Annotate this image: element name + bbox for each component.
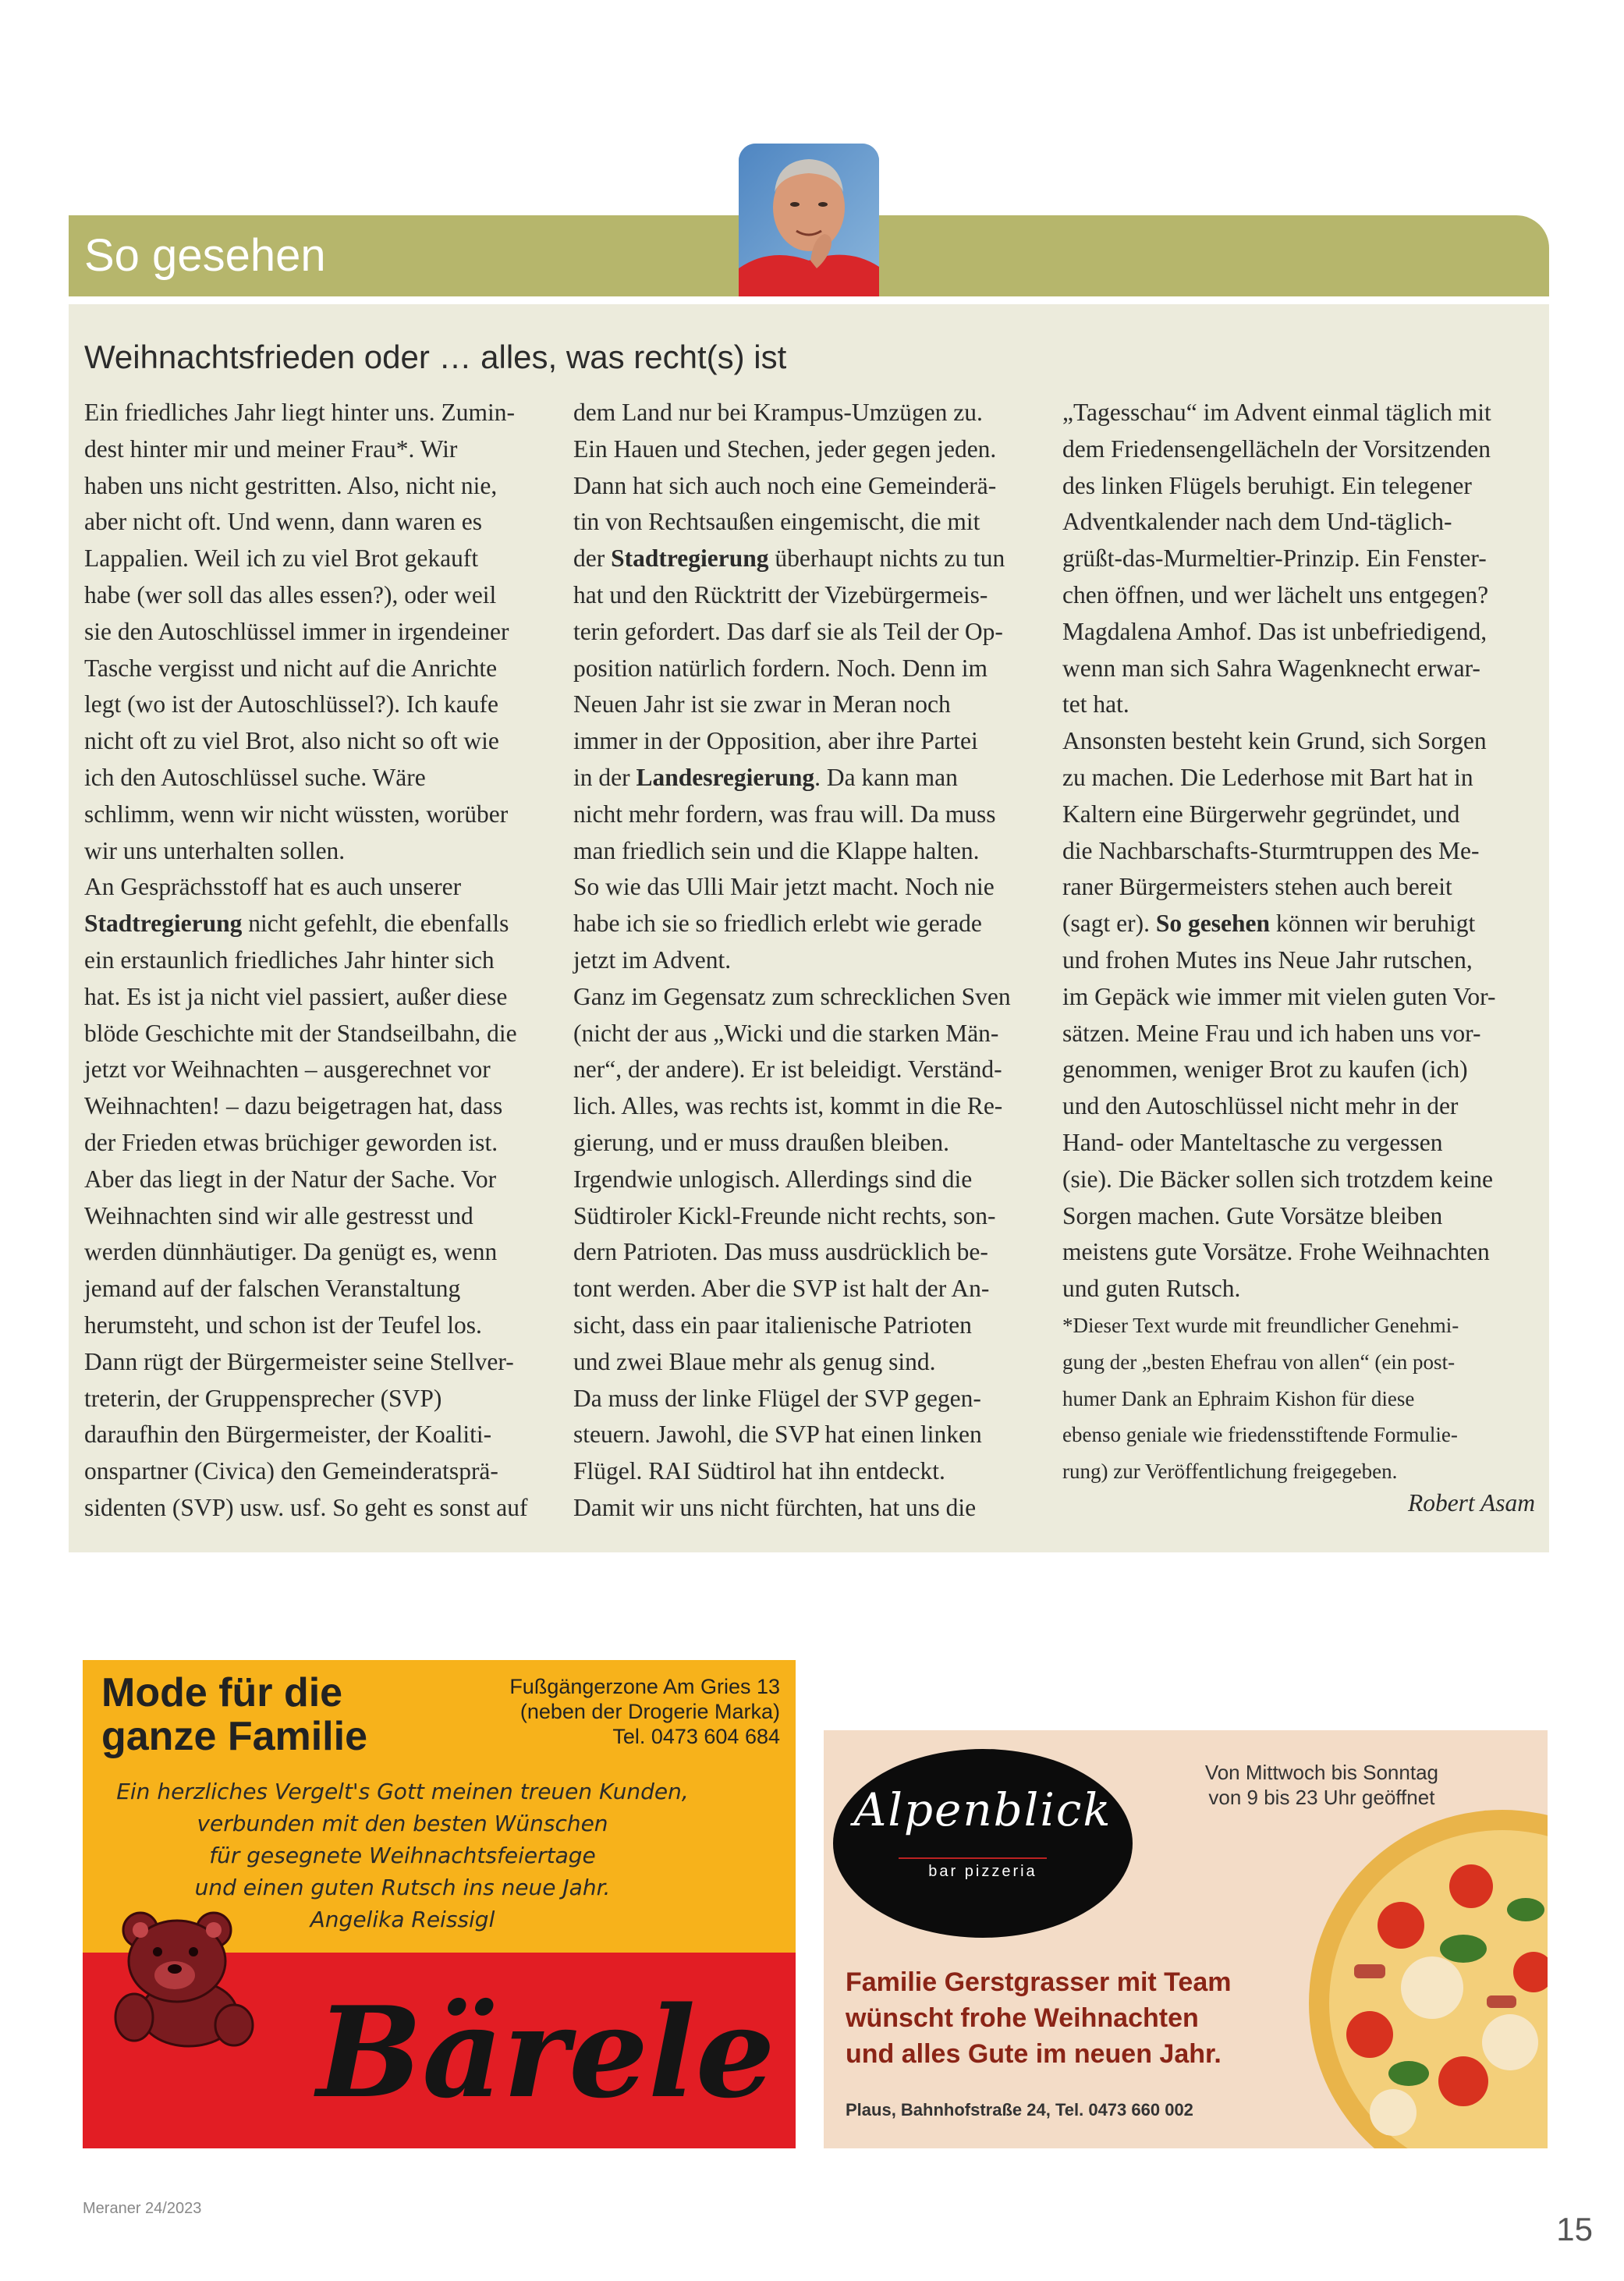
article-line: An Gesprächsstoff hat es auch unserer: [84, 873, 462, 901]
ad-title-line-1: Mode für die: [101, 1670, 343, 1715]
article-line: Tasche vergisst und nicht auf die Anrichte: [84, 654, 498, 682]
pizza-icon: [1307, 1800, 1548, 2148]
article-line: Weihnachten sind wir alle gestresst und: [84, 1201, 473, 1229]
article-line: Ein Hauen und Stechen, jeder gegen jeden.: [573, 435, 997, 463]
ad-logo-name: Alpenblick: [853, 1783, 1112, 1836]
article-line: Südtiroler Kickl-Freunde nicht rechts, son-: [573, 1201, 996, 1229]
ad-brand: Bärele: [317, 1979, 775, 2126]
article-line: ner“, der andere). Er ist beleidigt. Verständ-: [573, 1055, 1002, 1084]
article-line: nicht oft zu viel Brot, also nicht so oft wie: [84, 727, 499, 755]
issue-label: Meraner 24/2023: [83, 2200, 202, 2217]
article-line: tet hat.: [1062, 690, 1129, 718]
ad-greeting-line: für gesegnete Weihnachtsfeiertage: [209, 1843, 596, 1868]
ad-title: [101, 1671, 367, 1758]
article-line: habe ich sie so friedlich erlebt wie gerade: [573, 910, 982, 938]
article-line: Magdalena Amhof. Das ist unbefriedigend,: [1062, 617, 1487, 645]
ad-message-line: Familie Gerstgrasser mit Team: [846, 1967, 1232, 1997]
article-line: jetzt im Advent.: [573, 945, 732, 974]
article-line: gung der „besten Ehefrau von allen“ (ein post-: [1062, 1350, 1456, 1374]
article-line: ein erstaunlich friedliches Jahr hinter sich: [84, 945, 495, 974]
article-line: hat und den Rücktritt der Vizebürgermeis-: [573, 580, 988, 608]
ad-logo-sub: bar pizzeria: [928, 1863, 1037, 1880]
article-line: Flügel. RAI Südtirol hat ihn entdeckt.: [573, 1457, 945, 1485]
article-column-3: [1062, 395, 1546, 1490]
article-line: und den Autoschlüssel nicht mehr in der: [1062, 1092, 1459, 1120]
article-line: im Gepäck wie immer mit vielen guten Vor-: [1062, 982, 1496, 1010]
ad-address: [509, 1674, 780, 1749]
ad-baerele: [83, 1660, 796, 2148]
article-line: Neuen Jahr ist sie zwar in Meran noch: [573, 690, 951, 718]
ad-greeting-line: verbunden mit den besten Wünschen: [197, 1811, 608, 1836]
article-line: daraufhin den Bürgermeister, der Koaliti-: [84, 1421, 492, 1449]
article-line: habe (wer soll das alles essen?), oder weil: [84, 580, 497, 608]
page-number: 15: [1556, 2211, 1593, 2247]
article-line: Hand- oder Manteltasche zu vergessen: [1062, 1128, 1443, 1156]
article-line: ebenso geniale wie friedensstiftende Formulie-: [1062, 1423, 1458, 1447]
article-line: in der Landesregierung. Da kann man: [573, 763, 958, 791]
article-author: Robert Asam: [1407, 1489, 1535, 1517]
article-line: position natürlich fordern. Noch. Denn im: [573, 654, 988, 682]
article-line: des linken Flügels beruhigt. Ein telegener: [1062, 471, 1472, 499]
article-line: Sorgen machen. Gute Vorsätze bleiben: [1062, 1201, 1443, 1229]
article-line: und frohen Mutes ins Neue Jahr rutschen,: [1062, 945, 1473, 974]
article-line: *Dieser Text wurde mit freundlicher Genehmi-: [1062, 1313, 1459, 1337]
article-line: Dann hat sich auch noch eine Gemeinderä-: [573, 471, 997, 499]
article-line: meistens gute Vorsätze. Frohe Weihnachten: [1062, 1238, 1490, 1266]
article-line: steuern. Jawohl, die SVP hat einen linken: [573, 1421, 982, 1449]
ad-hours-line: Von Mittwoch bis Sonntag: [1204, 1761, 1438, 1784]
ad-opening-hours: [1205, 1760, 1438, 1810]
article-line: dern Patrioten. Das muss ausdrücklich be-: [573, 1238, 988, 1266]
article-line: herumsteht, und schon ist der Teufel los.: [84, 1311, 482, 1339]
article-line: grüßt-das-Murmeltier-Prinzip. Ein Fenster-: [1062, 545, 1487, 573]
article-line: zu machen. Die Lederhose mit Bart hat in: [1062, 763, 1473, 791]
article-line: tin von Rechtsaußen eingemischt, die mit: [573, 508, 980, 536]
article-line: Weihnachten! – dazu beigetragen hat, dass: [84, 1092, 503, 1120]
article-line: und zwei Blaue mehr als genug sind.: [573, 1347, 936, 1375]
article-line: Ein friedliches Jahr liegt hinter uns. Zumin-: [84, 399, 515, 426]
article-line: ich den Autoschlüssel suche. Wäre: [84, 763, 426, 791]
article-line: gierung, und er muss draußen bleiben.: [573, 1128, 950, 1156]
ad-greeting-line: Ein herzliches Vergelt's Gott meinen treuen Kunden,: [116, 1779, 689, 1804]
article-line: legt (wo ist der Autoschlüssel?). Ich kaufe: [84, 690, 498, 718]
ad-greeting-signature: Angelika Reissigl: [310, 1907, 495, 1932]
ad-hours-line: von 9 bis 23 Uhr geöffnet: [1208, 1786, 1435, 1809]
article-line: haben uns nicht gestritten. Also, nicht nie,: [84, 471, 498, 499]
article-line: rung) zur Veröffentlichung freigegeben.: [1062, 1460, 1398, 1484]
article-line: (sie). Die Bäcker sollen sich trotzdem keine: [1062, 1165, 1493, 1193]
article-line: Irgendwie unlogisch. Allerdings sind die: [573, 1165, 973, 1193]
article-line: humer Dank an Ephraim Kishon für diese: [1062, 1386, 1415, 1410]
article-line: dest hinter mir und meiner Frau*. Wir: [84, 435, 458, 463]
article-line: schlimm, wenn wir nicht wüssten, worüber: [84, 800, 509, 828]
article-line: raner Bürgermeisters stehen auch bereit: [1062, 873, 1452, 901]
article-line: (sagt er). So gesehen können wir beruhigt: [1062, 910, 1476, 938]
article-line: Damit wir uns nicht fürchten, hat uns die: [573, 1493, 977, 1521]
ad-message-line: wünscht frohe Weihnachten: [846, 2003, 1199, 2033]
ad-address-line: (neben der Drogerie Marka): [519, 1700, 780, 1723]
article-line: sätzen. Meine Frau und ich haben uns vor-: [1062, 1019, 1481, 1047]
article-line: dem Land nur bei Krampus-Umzügen zu.: [573, 399, 983, 426]
article-line: werden dünnhäutiger. Da genügt es, wenn: [84, 1238, 498, 1266]
article-line: wir uns unterhalten sollen.: [84, 836, 346, 864]
article-line: chen öffnen, und wer lächelt uns entgegen?: [1062, 580, 1489, 608]
ad-greeting-line: und einen guten Rutsch ins neue Jahr.: [194, 1875, 611, 1900]
article-line: der Stadtregierung überhaupt nichts zu tun: [573, 545, 1005, 573]
column-title: So gesehen: [84, 230, 326, 281]
article-line: Dann rügt der Bürgermeister seine Stellver-: [84, 1347, 514, 1375]
author-portrait: [739, 144, 879, 296]
ad-contact: Plaus, Bahnhofstraße 24, Tel. 0473 660 002: [846, 2100, 1193, 2120]
article-line: immer in der Opposition, aber ihre Partei: [573, 727, 978, 755]
article-line: Lappalien. Weil ich zu viel Brot gekauft: [84, 545, 479, 573]
article-line: sie den Autoschlüssel immer in irgendeiner: [84, 617, 509, 645]
article-line: Kaltern eine Bürgerwehr gegründet, und: [1062, 800, 1460, 828]
ad-alpenblick: [824, 1730, 1548, 2148]
ad-title-line-2: ganze Familie: [101, 1714, 367, 1759]
article-line: Ansonsten besteht kein Grund, sich Sorgen: [1062, 727, 1487, 755]
article-line: treterin, der Gruppensprecher (SVP): [84, 1384, 442, 1412]
article-line: tont werden. Aber die SVP ist halt der An-: [573, 1275, 990, 1303]
article-line: lich. Alles, was rechts ist, kommt in die Re-: [573, 1092, 1003, 1120]
article-line: der Frieden etwas brüchiger geworden ist.: [84, 1128, 498, 1156]
article-line: terin gefordert. Das darf sie als Teil der Op-: [573, 617, 1003, 645]
article-line: und guten Rutsch.: [1062, 1275, 1241, 1303]
article-column-1: [84, 395, 568, 1527]
teddy-bear-icon: [111, 1908, 259, 2049]
article-line: sicht, dass ein paar italienische Patrioten: [573, 1311, 972, 1339]
article-line: man friedlich sein und die Klappe halten.: [573, 836, 980, 864]
article-headline: Weihnachtsfrieden oder … alles, was recht(s) ist: [84, 339, 787, 375]
article-line: onspartner (Civica) den Gemeinderatsprä-: [84, 1457, 498, 1485]
article-line: Ganz im Gegensatz zum schrecklichen Sven: [573, 982, 1011, 1010]
ad-logo-circle: [833, 1749, 1133, 1938]
article-line: blöde Geschichte mit der Standseilbahn, die: [84, 1019, 517, 1047]
article-line: genommen, weniger Brot zu kaufen (ich): [1062, 1055, 1468, 1084]
ad-logo-divider: [899, 1857, 1047, 1859]
article-column-2: [573, 395, 1057, 1527]
article-line: (nicht der aus „Wicki und die starken Män-: [573, 1019, 999, 1047]
article-line: Da muss der linke Flügel der SVP gegen-: [573, 1384, 981, 1412]
article-line: Aber das liegt in der Natur der Sache. Vor: [84, 1165, 497, 1193]
ad-message-line: und alles Gute im neuen Jahr.: [846, 2039, 1222, 2069]
article-line: sidenten (SVP) usw. usf. So geht es sonst auf: [84, 1493, 528, 1521]
article-line: jemand auf der falschen Veranstaltung: [84, 1275, 461, 1303]
article-line: So wie das Ulli Mair jetzt macht. Noch nie: [573, 873, 995, 901]
article-line: aber nicht oft. Und wenn, dann waren es: [84, 508, 482, 536]
article-line: „Tagesschau“ im Advent einmal täglich mit: [1062, 399, 1491, 426]
article-line: wenn man sich Sahra Wagenknecht erwar-: [1062, 654, 1480, 682]
article-line: Stadtregierung nicht gefehlt, die ebenfalls: [84, 910, 509, 938]
article-line: nicht mehr fordern, was frau will. Da muss: [573, 800, 996, 828]
ad-phone: Tel. 0473 604 684: [612, 1725, 780, 1748]
ad-message: [846, 1964, 1231, 2072]
article-line: Adventkalender nach dem Und-täglich-: [1062, 508, 1452, 536]
ad-address-line: Fußgängerzone Am Gries 13: [509, 1675, 780, 1698]
article-line: jetzt vor Weihnachten – ausgerechnet vor: [84, 1055, 491, 1084]
article-line: die Nachbarschafts-Sturmtruppen des Me-: [1062, 836, 1480, 864]
article-line: dem Friedensengellächeln der Vorsitzenden: [1062, 435, 1491, 463]
article-line: hat. Es ist ja nicht viel passiert, außer diese: [84, 982, 508, 1010]
